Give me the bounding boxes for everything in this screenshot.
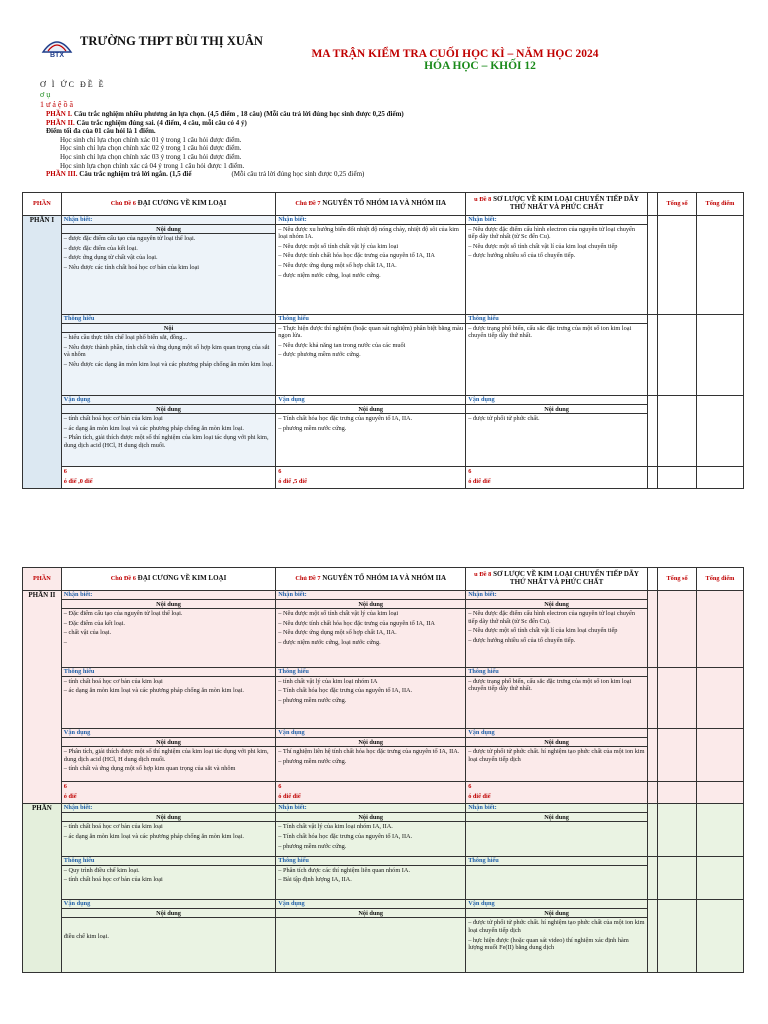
cell-tong-diem — [696, 591, 743, 668]
list-item: – Nêu được các tính chất hoá học cơ bản của kim loại — [63, 263, 200, 271]
list-item: – Nêu được một số tính chất vật lí của kim loại chuyển tiếp — [468, 242, 618, 250]
structure-notes — [46, 110, 466, 179]
cell-blank — [647, 591, 657, 668]
cell-blank — [647, 396, 657, 467]
list-item: – Phân tích, giải thích được một số thí nghiệm của kim loại tác dụng với phi kim, dung dịch acid (HCl, H dung dịch muối. — [63, 434, 269, 449]
list-item: – Nêu được tính chất hóa học đặc trưng của nguyên tố IA, IIA — [278, 252, 435, 260]
document-header — [0, 0, 768, 200]
header-phan: PHẦN — [23, 193, 62, 216]
cell-tong-so — [658, 315, 697, 396]
matrix-table-part1 — [22, 192, 744, 489]
list-item: – Nêu được một số tính chất vật lí của kim loại chuyển tiếp — [468, 627, 618, 635]
list-item: – tính chất và ứng dụng một số hợp kim quan trọng của sắt và nhôm — [63, 765, 236, 773]
cell-topic8-nb: Nhận biết: Nội dung – Nêu được đặc điểm cấu hình electron của nguyên tử loại chuyển tiếp dãy thứ nhất (từ Sc đến Cu). – Nêu được một số tính chất vật lí của kim loại chuyển tiếp – được hướng nhiều số của tố chuyển tiếp. — [466, 591, 648, 668]
list-item: – Phân tích, giải thích được một số thí nghiệm của kim loại tác dụng với phi kim, dung dịch acid (HCl, H dung dịch muối. — [63, 748, 269, 763]
cell-tong-diem — [696, 900, 743, 973]
part-label: PHẦN II — [23, 591, 62, 804]
cell-blank — [647, 216, 657, 315]
cell-topic8-vd: Vận dụng Nội dung – được tử phối tử phức chất. hí nghiệm tạo phức chất của một ion kim loại chuyển tiếp dịch — [466, 729, 648, 782]
list-item: – ác dạng ăn mòn kim loại và các phương pháp chống ăn mòn kim loại. — [63, 424, 245, 432]
list-item: 6 — [63, 468, 67, 475]
cell-tong-so — [658, 216, 697, 315]
header-topic7: Chủ Đề 7 NGUYÊN TỐ NHÓM IA VÀ NHÓM IIA — [276, 568, 466, 591]
list-item: – được niệm nước cứng, loại nước cứng. — [278, 638, 381, 646]
school-logo-icon — [40, 30, 74, 60]
table-header-row — [23, 193, 744, 216]
list-item: – tính chất hoá học cơ bản của kim loại — [63, 677, 163, 685]
list-item: 6 — [278, 783, 282, 790]
table-row — [23, 591, 744, 668]
list-item: 6 — [468, 783, 472, 790]
cell-tong-so — [658, 900, 697, 973]
cell-tong-diem — [696, 804, 743, 857]
table-row-summary — [23, 467, 744, 489]
header-topic6: Chủ Đề 6 ĐẠI CƯƠNG VỀ KIM LOẠI — [61, 568, 275, 591]
cell-topic6-th: Thông hiểu – Quy trình điều chế kim loại. – tính chất hoá học cơ bản của kim loại — [61, 857, 275, 900]
table-row — [23, 900, 744, 973]
header-topic7: Chủ Đề 7 NGUYÊN TỐ NHÓM IA VÀ NHÓM IIA — [276, 193, 466, 216]
cell-topic6-nb: Nhận biết: Nội dung – tính chất hoá học cơ bản của kim loại – ác dạng ăn mòn kim loại và các phương pháp chống ăn mòn kim loại. — [61, 804, 275, 857]
list-item: – Tính chất hóa học đặc trưng của nguyên tố IA, IIA. — [278, 832, 413, 840]
list-item: 6 — [468, 468, 472, 475]
list-item: 6 — [278, 468, 282, 475]
list-item: – phương mềm nước cứng. — [278, 424, 347, 432]
list-item: – hực hiện được (hoặc quan sát video) thí nghiệm xác định hàm lượng muối Fe(II) bằng dung dịch — [468, 936, 629, 952]
cell-tong-diem — [696, 396, 743, 467]
list-item: điều chế kim loại. — [63, 933, 109, 941]
list-item: – được tử phối tử phức chất. — [468, 415, 540, 423]
header-tong-so: Tổng số — [658, 568, 697, 591]
structure-heading-row1: Ơ Ì ỨC ĐỀ Ề — [40, 80, 106, 89]
cell-blank — [647, 900, 657, 973]
list-item: – Tính chất vật lý của kim loại nhóm IA, IIA. — [278, 823, 393, 831]
list-item: ó điể — [63, 792, 77, 800]
header-tong-diem: Tổng điểm — [696, 568, 743, 591]
cell-topic8-vd: Vận dụng Nội dung – được tử phối tử phức chất. hí nghiệm tạo phức chất của một ion kim loại chuyển tiếp dịch – hực hiện được (hoặc quan sát video) thí nghiệm xác định hàm lượng muối Fe(II) bằng dung dịch — [466, 900, 648, 973]
cell-topic6-vd: Vận dụng Nội dung điều chế kim loại. — [61, 900, 275, 973]
list-item: – Nêu được đặc điểm cấu hình electron của nguyên tử loại chuyển tiếp dãy thứ nhất (từ Sc đến Cu). — [468, 610, 636, 625]
cell-tong-diem — [696, 315, 743, 396]
list-item: – Đặc điểm của kết loại. — [63, 619, 125, 627]
cell-blank — [647, 804, 657, 857]
list-item: – tính chất hoá học cơ bản của kim loại — [63, 823, 163, 831]
summary-topic7 — [276, 782, 466, 804]
cell-tong-so — [658, 396, 697, 467]
list-item: ó điể ,0 điể — [63, 477, 93, 485]
cell-topic6-nb: Nhận biết: Nội dung – Đặc điểm cấu tạo của nguyên tử loại thể loại. – Đặc điểm của kết loại. – chất vật của loại. – — [61, 591, 275, 668]
cell-blank — [647, 729, 657, 782]
cell-tong-so — [658, 804, 697, 857]
note-rule-4: Học sinh lựa chọn chính xác cả 04 ý trong 1 câu hỏi được 1 điểm. — [60, 161, 245, 170]
summary-topic8 — [466, 782, 648, 804]
document-subtitle: HÓA HỌC – KHỐI 12 — [424, 60, 536, 72]
summary-topic6 — [61, 782, 275, 804]
cell-tong-diem — [696, 216, 743, 315]
list-item: – Quy trình điều chế kim loại. — [63, 866, 140, 874]
cell-topic7-vd: Vận dụng Nội dung — [276, 900, 466, 973]
cell-blank — [647, 668, 657, 729]
summary-topic6 — [61, 467, 275, 489]
table-row-summary — [23, 782, 744, 804]
list-item: – Thực hiện được thí nghiệm (hoặc quan sát nghiệm) phân biệt bằng màu ngọn lửa. — [278, 324, 463, 340]
cell-blank — [647, 782, 657, 804]
list-item: – Nêu được ứng dụng một số hợp chất IA, IIA. — [278, 261, 397, 269]
cell-tong-diem — [696, 467, 743, 489]
cell-tong-so — [658, 857, 697, 900]
cell-blank — [647, 857, 657, 900]
summary-topic7 — [276, 467, 466, 489]
list-item: – phương mềm nước cứng. — [278, 757, 347, 765]
list-item: – được niệm nước cứng, loại nước cứng. — [278, 271, 381, 279]
list-item: – Nêu được tính chất hóa học đặc trưng của nguyên tố IA, IIA — [278, 619, 435, 627]
summary-topic8 — [466, 467, 648, 489]
cell-topic7-th: Thông hiểu – Phân tích được các thí nghiệm liên quan nhóm IA. – Bài tập định lượng IA, IIA. — [276, 857, 466, 900]
cell-topic8-nb: Nhận biết: Nội dung — [466, 804, 648, 857]
document-title: MA TRẬN KIỂM TRA CUỐI HỌC KÌ – NĂM HỌC 2024 — [311, 48, 599, 60]
list-item: – Phân tích được các thí nghiệm liên quan nhóm IA. — [278, 866, 411, 874]
list-item: – Nêu được đặc điểm cấu hình electron của nguyên tử loại chuyển tiếp dãy thứ nhất (từ Sc đến Cu). — [468, 225, 636, 241]
note-rule: Điểm tối đa của 01 câu hỏi là 1 điểm. — [46, 127, 156, 136]
note-part2: PHẦN II. Câu trắc nghiệm đúng sai. (4 điểm, 4 câu, mỗi câu có 4 ý) — [46, 118, 247, 127]
list-item: – Tính chất hóa học đặc trưng của nguyên tố IA, IIA. — [278, 415, 413, 423]
header-topic8: u Đề 8 SƠ LƯỢC VỀ KIM LOẠI CHUYỂN TIẾP DÃY THỨ NHẤT VÀ PHỨC CHẤT — [466, 193, 648, 216]
cell-topic6-nb: Nhận biết: Nội dung – được đặc điểm cấu tạo của nguyên tử loại thể loại. – được đặc điểm của kết loại. – được ứng dụng từ chất vật của loại. – Nêu được các tính chất hoá học cơ bản của kim loại — [61, 216, 275, 315]
list-item: ó điể điể — [278, 792, 301, 800]
cell-tong-so — [658, 591, 697, 668]
note-rule-2: Học sinh chỉ lựa chọn chính xác 02 ý trong 1 câu hỏi được điểm. — [60, 144, 242, 153]
note-rule-3: Học sinh chỉ lựa chọn chính xác 03 ý trong 1 câu hỏi được điểm. — [60, 152, 242, 161]
table-row — [23, 729, 744, 782]
cell-topic8-th: Thông hiểu — [466, 857, 648, 900]
cell-topic6-th: Thông hiểu – tính chất hoá học cơ bản của kim loại – ác dạng ăn mòn kim loại và các phương pháp chống ăn mòn kim loại. — [61, 668, 275, 729]
part-label: PHẦN — [23, 804, 62, 973]
list-item: – Nêu được khả năng tan trong nước của các muối — [278, 341, 406, 349]
header-tong-so: Tổng số — [658, 193, 697, 216]
list-item: – phương mềm nước cứng. — [278, 696, 347, 704]
svg-text:BTX: BTX — [50, 52, 64, 59]
list-item: – Nêu được thành phần, tính chất và ứng dụng một số hợp kim quan trọng của sắt và nhôm — [63, 343, 270, 359]
header-topic8: u Đề 8 SƠ LƯỢC VỀ KIM LOẠI CHUYỂN TIẾP DÃY THỨ NHẤT VÀ PHỨC CHẤT — [466, 568, 648, 591]
school-name: TRƯỜNG THPT BÙI THỊ XUÂN — [80, 34, 263, 48]
cell-topic7-nb: Nhận biết: Nội dung – Nêu được một số tính chất vật lý của kim loại – Nêu được tính chất hóa học đặc trưng của nguyên tố IA, IIA – Nêu được ứng dụng một số hợp chất IA, IIA. – được niệm nước cứng, loại nước cứng. — [276, 591, 466, 668]
structure-heading-row3: 1 ư ả ệ ồ ă — [40, 100, 73, 109]
cell-tong-diem — [696, 729, 743, 782]
cell-topic6-vd: Vận dụng Nội dung – Phân tích, giải thích được một số thí nghiệm của kim loại tác dụng với phi kim, dung dịch acid (HCl, H dung dịch muối. – tính chất và ứng dụng một số hợp kim quan trọng của sắt và nhôm — [61, 729, 275, 782]
list-item: – ác dạng ăn mòn kim loại và các phương pháp chống ăn mòn kim loại. — [63, 832, 245, 840]
list-item: – phương mềm nước cứng. — [278, 842, 347, 850]
list-item: – Thí nghiệm liên hệ tính chất hóa học đặc trưng của nguyên tố IA, IIA. — [278, 748, 460, 756]
cell-topic8-nb: Nhận biết: – Nêu được đặc điểm cấu hình electron của nguyên tử loại chuyển tiếp dãy thứ nhất (từ Sc đến Cu). – Nêu được một số tính chất vật lí của kim loại chuyển tiếp – được hướng nhiều số của tố chuyển tiếp. — [466, 216, 648, 315]
list-item: 6 — [63, 783, 67, 790]
header-blank — [647, 568, 657, 591]
list-item: ó điể ,5 điể — [278, 477, 307, 485]
cell-tong-so — [658, 467, 697, 489]
list-item: – Nêu được ứng dụng một số hợp chất IA, IIA. — [278, 629, 397, 637]
list-item: – Đặc điểm cấu tạo của nguyên tử loại thể loại. — [63, 610, 183, 618]
list-item: – được phương mềm nước cứng. — [278, 351, 361, 359]
list-item: – Tính chất hóa học đặc trưng của nguyên tố IA, IIA. — [278, 687, 413, 695]
list-item: – chất vật của loại. — [63, 629, 112, 637]
note-rule-1: Học sinh chỉ lựa chọn chính xác 01 ý trong 1 câu hỏi được điểm. — [60, 135, 242, 144]
cell-tong-so — [658, 782, 697, 804]
list-item: – được tử phối tử phức chất. hí nghiệm tạo phức chất của một ion kim loại chuyển tiếp dịch — [468, 748, 645, 763]
list-item: – ác dạng ăn mòn kim loại và các phương pháp chống ăn mòn kim loại. — [63, 687, 245, 695]
cell-tong-so — [658, 668, 697, 729]
list-item: – hiểu cầu thực tiễn chế loại phổ biến sắt, đồng... — [63, 334, 188, 342]
list-item: – Nêu được các dạng ăn mòn kim loại và các phương pháp chống ăn mòn kim loại. — [63, 360, 274, 368]
cell-topic8-vd: Vận dụng Nội dung – được tử phối tử phức chất. — [466, 396, 648, 467]
list-item: – được ứng dụng từ chất vật của loại. — [63, 254, 158, 262]
list-item: – Nêu được một số tính chất vật lý của kim loại — [278, 610, 399, 618]
cell-topic8-th: Thông hiểu – được trạng phổ biến, cấu sắc đặc trưng của một số ion kim loại chuyển tiếp dãy thứ nhất. — [466, 315, 648, 396]
cell-topic6-vd: Vận dụng Nội dung – tính chất hoá học cơ bản của kim loại – ác dạng ăn mòn kim loại và các phương pháp chống ăn mòn kim loại. – Phân tích, giải thích được một số thí nghiệm của kim loại tác dụng với phi kim, dung dịch acid (HCl, H dung dịch muối. — [61, 396, 275, 467]
cell-topic7-vd: Vận dụng Nội dung – Thí nghiệm liên hệ tính chất hóa học đặc trưng của nguyên tố IA, IIA. – phương mềm nước cứng. — [276, 729, 466, 782]
cell-tong-diem — [696, 857, 743, 900]
cell-tong-diem — [696, 668, 743, 729]
note-part1: PHẦN I. Câu trắc nghiệm nhiều phương án lựa chọn. (4,5 điểm , 18 câu) (Mỗi câu trả lời đúng học sinh được 0,25 điểm) — [46, 110, 404, 118]
cell-topic6-th: Thông hiểu Nội – hiểu cầu thực tiễn chế loại phổ biến sắt, đồng... – Nêu được thành phần, tính chất và ứng dụng một số hợp kim quan trọng của sắt và nhôm – Nêu được các dạng ăn mòn kim loại và các phương pháp chống ăn mòn kim loại. — [61, 315, 275, 396]
list-item: – được đặc điểm cấu tạo của nguyên tử loại thể loại. — [63, 235, 196, 243]
cell-topic7-vd: Vận dụng Nội dung – Tính chất hóa học đặc trưng của nguyên tố IA, IIA. – phương mềm nước cứng. — [276, 396, 466, 467]
table-row — [23, 315, 744, 396]
list-item: – tính chất hoá học cơ bản của kim loại — [63, 415, 163, 423]
cell-topic7-nb: Nhận biết: Nội dung – Tính chất vật lý của kim loại nhóm IA, IIA. – Tính chất hóa học đặc trưng của nguyên tố IA, IIA. – phương mềm nước cứng. — [276, 804, 466, 857]
cell-topic7-nb: Nhận biết: – Nêu được xu hướng biến đổi nhiệt độ nóng chảy, nhiệt độ sôi của kim loại nhóm IA. – Nêu được một số tính chất vật lý của kim loại – Nêu được tính chất hóa học đặc trưng của nguyên tố IA, IIA – Nêu được ứng dụng một số hợp chất IA, IIA. – được niệm nước cứng, loại nước cứng. — [276, 216, 466, 315]
cell-tong-so — [658, 729, 697, 782]
cell-topic7-th: Thông hiểu – tính chất vật lý của kim loại nhóm IA – Tính chất hóa học đặc trưng của nguyên tố IA, IIA. – phương mềm nước cứng. — [276, 668, 466, 729]
table-row — [23, 857, 744, 900]
table-row — [23, 804, 744, 857]
header-blank — [647, 193, 657, 216]
list-item: – được hướng nhiều số của tố chuyển tiếp. — [468, 252, 576, 260]
list-item: – được trạng phổ biến, cấu sắc đặc trưng của một số ion kim loại chuyển tiếp dãy thứ nhất. — [468, 324, 632, 340]
list-item: – Nêu được một số tính chất vật lý của kim loại — [278, 242, 399, 250]
cell-blank — [647, 467, 657, 489]
list-item: – được tử phối tử phức chất. hí nghiệm tạo phức chất của một ion kim loại chuyển tiếp dịch — [468, 919, 645, 934]
header-topic6: Chủ Đề 6 ĐẠI CƯƠNG VỀ KIM LOẠI — [61, 193, 275, 216]
structure-heading — [40, 80, 106, 110]
list-item: – được trạng phổ biến, cấu sắc đặc trưng của một số ion kim loại chuyển tiếp dãy thứ nhất. — [468, 677, 632, 693]
matrix-table-part2 — [22, 567, 744, 973]
cell-topic8-th: Thông hiểu – được trạng phổ biến, cấu sắc đặc trưng của một số ion kim loại chuyển tiếp dãy thứ nhất. — [466, 668, 648, 729]
table-header-row — [23, 568, 744, 591]
cell-tong-diem — [696, 782, 743, 804]
cell-topic7-th: Thông hiểu – Thực hiện được thí nghiệm (hoặc quan sát nghiệm) phân biệt bằng màu ngọn lửa. – Nêu được khả năng tan trong nước của các muối – được phương mềm nước cứng. — [276, 315, 466, 396]
cell-blank — [647, 315, 657, 396]
list-item: – Bài tập định lượng IA, IIA. — [278, 876, 352, 884]
header-phan: PHẦN — [23, 568, 62, 591]
table-row — [23, 216, 744, 315]
list-item: – Nêu được xu hướng biến đổi nhiệt độ nóng chảy, nhiệt độ sôi của kim loại nhóm IA. — [278, 225, 459, 241]
list-item: ó điể điể — [468, 792, 491, 800]
list-item: – tính chất hoá học cơ bản của kim loại — [63, 876, 163, 884]
structure-heading-row2: ơ ụ — [40, 90, 51, 99]
list-item: – được hướng nhiều số của tố chuyển tiếp. — [468, 636, 576, 644]
note-part3: PHẦN III. Câu trắc nghiệm trả lời ngắn. (1,5 điể (Mỗi câu trả lời đúng học sinh được 0,25 điểm) — [46, 170, 365, 179]
table-row — [23, 668, 744, 729]
list-item: – được đặc điểm của kết loại. — [63, 244, 138, 252]
table-row — [23, 396, 744, 467]
list-item: – tính chất vật lý của kim loại nhóm IA — [278, 677, 378, 685]
part-label: PHẦN I — [23, 216, 62, 489]
header-tong-diem: Tổng điểm — [696, 193, 743, 216]
list-item: – — [63, 638, 67, 646]
list-item: ó điể điể — [468, 477, 491, 485]
